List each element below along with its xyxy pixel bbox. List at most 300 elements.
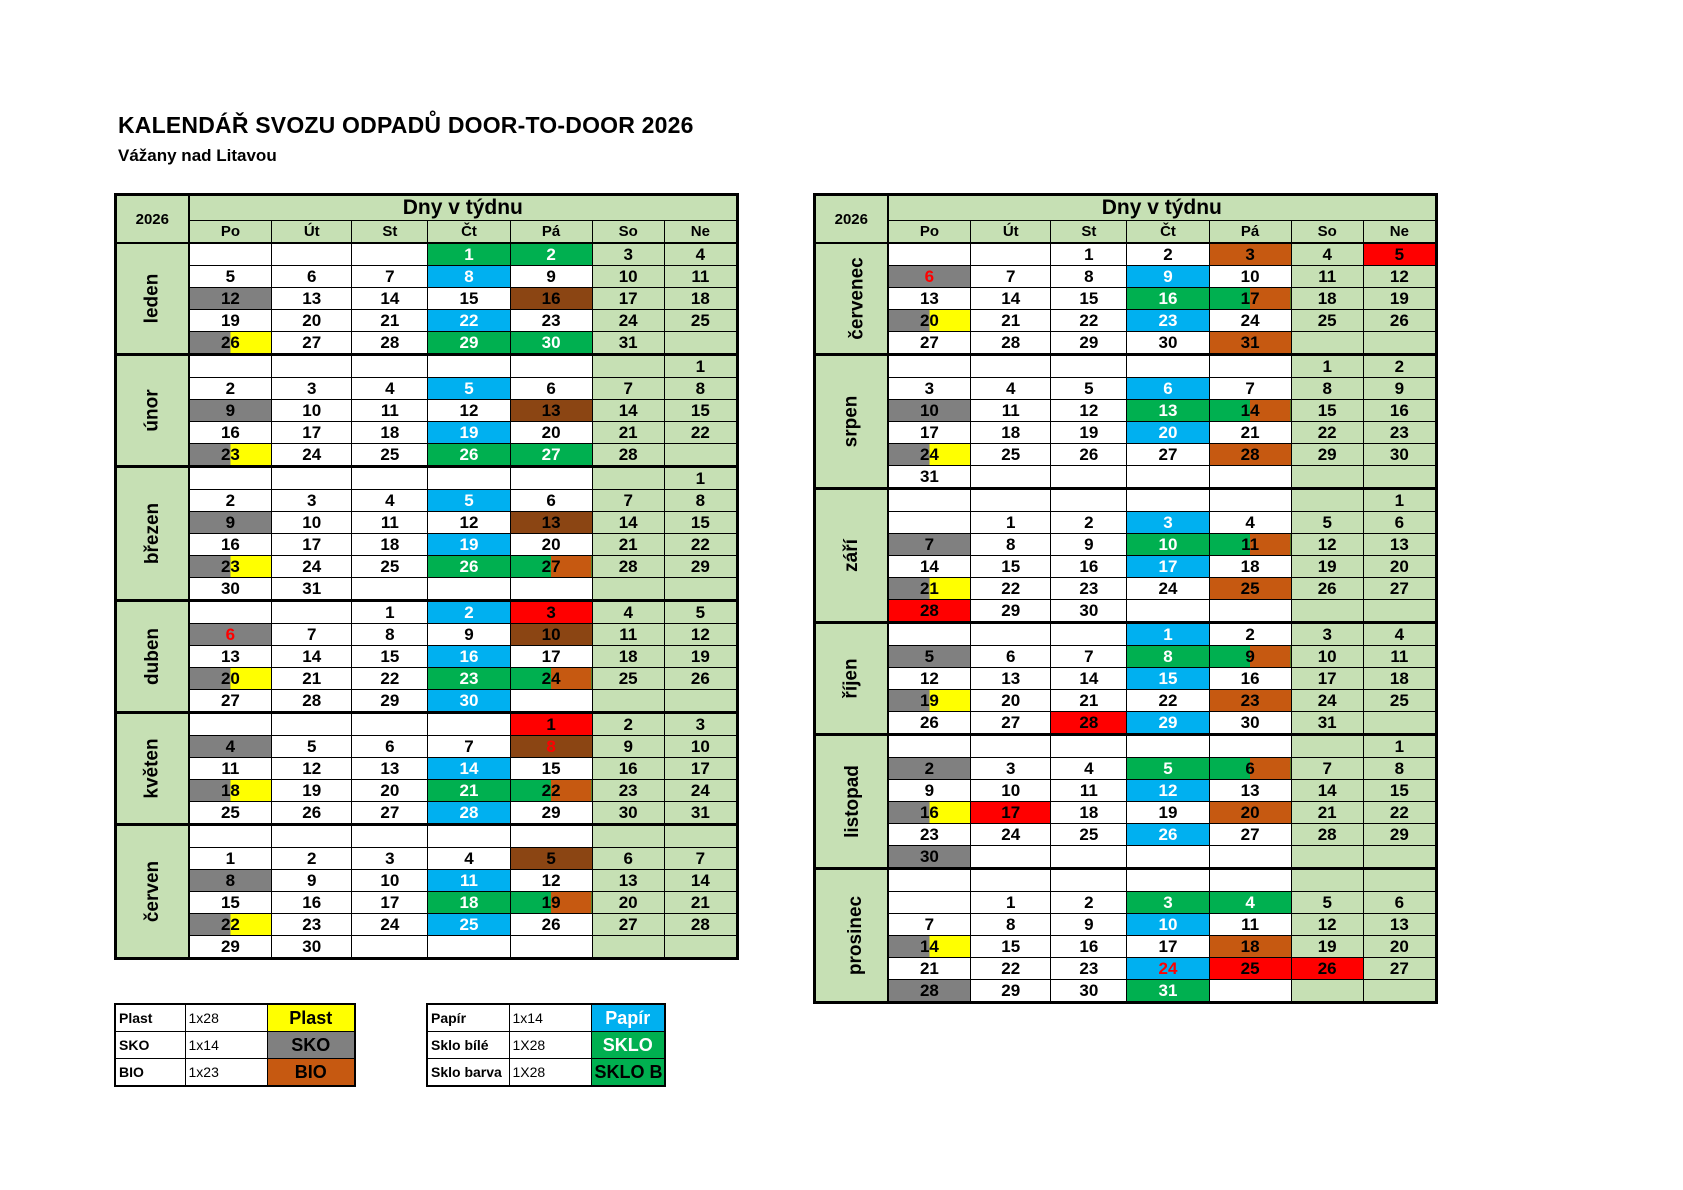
day-cell: 29 [428, 332, 510, 355]
day-cell: 28 [592, 444, 664, 467]
day-cell: 15 [352, 646, 428, 668]
day-cell: 26 [1051, 444, 1127, 466]
day-cell: 4 [664, 243, 737, 266]
day-cell [272, 825, 352, 848]
week-row [116, 332, 738, 355]
week-row [815, 444, 1437, 466]
day-cell: 23 [510, 310, 592, 332]
week-row [116, 713, 738, 736]
day-cell: 10 [1291, 646, 1363, 668]
day-cell [352, 355, 428, 378]
day-cell: 9 [888, 780, 971, 802]
day-cell: 11 [1291, 266, 1363, 288]
day-cell: 19 [428, 422, 510, 444]
day-cell: 11 [1363, 646, 1436, 668]
day-cell: 17 [272, 534, 352, 556]
day-cell: 12 [510, 870, 592, 892]
legend-right [426, 1003, 666, 1087]
day-cell: 3 [272, 490, 352, 512]
day-cell: 2 [1051, 512, 1127, 534]
day-cell: 21 [888, 958, 971, 980]
day-cell: 23 [592, 780, 664, 802]
day-cell: 6 [971, 646, 1051, 668]
week-row [815, 310, 1437, 332]
day-cell: 6 [1209, 758, 1291, 780]
day-cell: 1 [1051, 243, 1127, 266]
day-cell: 26 [272, 802, 352, 825]
day-cell: 16 [888, 802, 971, 824]
day-cell [352, 713, 428, 736]
day-cell: 26 [428, 444, 510, 467]
day-cell: 18 [592, 646, 664, 668]
week-row [116, 266, 738, 288]
day-cell: 27 [1209, 824, 1291, 846]
page-title: KALENDÁŘ SVOZU ODPADŮ DOOR-TO-DOOR 2026 [118, 112, 694, 138]
day-cell: 30 [888, 846, 971, 869]
day-cell: 28 [1291, 824, 1363, 846]
day-cell: 8 [1363, 758, 1436, 780]
day-cell: 12 [1051, 400, 1127, 422]
week-row [116, 556, 738, 578]
day-cell: 2 [888, 758, 971, 780]
day-cell [1127, 735, 1209, 758]
day-cell: 4 [428, 848, 510, 870]
day-cell: 19 [272, 780, 352, 802]
day-cell: 15 [510, 758, 592, 780]
day-cell: 7 [272, 624, 352, 646]
day-cell: 11 [971, 400, 1051, 422]
day-cell: 24 [971, 824, 1051, 846]
day-cell: 18 [971, 422, 1051, 444]
week-row [815, 824, 1437, 846]
day-cell: 15 [428, 288, 510, 310]
day-cell: 13 [510, 400, 592, 422]
legend-swatch: SKO [267, 1032, 355, 1059]
day-cell [888, 512, 971, 534]
day-cell: 31 [1127, 980, 1209, 1003]
day-cell: 8 [428, 266, 510, 288]
day-cell: 3 [1127, 892, 1209, 914]
week-row [815, 466, 1437, 489]
week-row [116, 936, 738, 959]
day-cell: 17 [510, 646, 592, 668]
day-cell: 30 [1127, 332, 1209, 355]
day-cell: 27 [510, 556, 592, 578]
day-cell: 14 [272, 646, 352, 668]
day-cell: 23 [1051, 958, 1127, 980]
day-cell [352, 467, 428, 490]
day-cell [664, 936, 737, 959]
day-cell: 19 [428, 534, 510, 556]
day-cell [1363, 466, 1436, 489]
day-cell: 30 [592, 802, 664, 825]
day-cell: 26 [888, 712, 971, 735]
day-cell: 22 [1127, 690, 1209, 712]
day-cell: 24 [510, 668, 592, 690]
day-cell: 30 [1363, 444, 1436, 466]
day-cell [1051, 466, 1127, 489]
month-label [815, 243, 888, 355]
day-cell: 23 [189, 556, 272, 578]
weekday-6: Ne [1363, 221, 1436, 244]
day-cell: 30 [189, 578, 272, 601]
day-cell: 20 [1363, 556, 1436, 578]
week-row [116, 400, 738, 422]
day-cell: 10 [888, 400, 971, 422]
weekday-6: Ne [664, 221, 737, 244]
day-cell: 4 [1363, 623, 1436, 646]
day-cell: 19 [1291, 936, 1363, 958]
day-cell [272, 713, 352, 736]
week-row [815, 914, 1437, 936]
week-row [815, 600, 1437, 623]
day-cell [592, 355, 664, 378]
day-cell [971, 243, 1051, 266]
day-cell [272, 467, 352, 490]
day-cell: 3 [510, 601, 592, 624]
day-cell [428, 467, 510, 490]
month-label [116, 467, 189, 601]
month-label [815, 355, 888, 489]
month-label [116, 243, 189, 355]
day-cell: 25 [428, 914, 510, 936]
day-cell: 4 [1291, 243, 1363, 266]
week-row [815, 578, 1437, 600]
day-cell: 15 [1291, 400, 1363, 422]
day-cell [888, 735, 971, 758]
day-cell [888, 869, 971, 892]
day-cell: 19 [1127, 802, 1209, 824]
day-cell [272, 601, 352, 624]
week-row [815, 892, 1437, 914]
day-cell [510, 578, 592, 601]
day-cell: 10 [272, 400, 352, 422]
day-cell: 16 [428, 646, 510, 668]
day-cell: 28 [352, 332, 428, 355]
day-cell: 26 [664, 668, 737, 690]
day-cell: 12 [664, 624, 737, 646]
day-cell: 16 [272, 892, 352, 914]
day-cell: 15 [1127, 668, 1209, 690]
day-cell: 27 [352, 802, 428, 825]
day-cell: 9 [272, 870, 352, 892]
day-cell: 10 [1127, 534, 1209, 556]
day-cell: 25 [1051, 824, 1127, 846]
day-cell: 18 [352, 422, 428, 444]
day-cell: 22 [1291, 422, 1363, 444]
day-cell: 3 [1209, 243, 1291, 266]
day-cell: 31 [1291, 712, 1363, 735]
day-cell: 11 [352, 512, 428, 534]
day-cell [888, 892, 971, 914]
day-cell: 19 [510, 892, 592, 914]
day-cell: 15 [189, 892, 272, 914]
week-row [815, 958, 1437, 980]
weekday-5: So [592, 221, 664, 244]
day-cell: 8 [664, 378, 737, 400]
day-cell: 22 [664, 422, 737, 444]
day-cell: 24 [1127, 578, 1209, 600]
weekday-header: Dny v týdnu [189, 195, 738, 221]
day-cell [664, 332, 737, 355]
day-cell: 20 [189, 668, 272, 690]
day-cell: 10 [1127, 914, 1209, 936]
day-cell [1209, 980, 1291, 1003]
week-row [815, 489, 1437, 512]
day-cell [1209, 600, 1291, 623]
day-cell: 21 [1291, 802, 1363, 824]
day-cell: 23 [1127, 310, 1209, 332]
day-cell: 26 [428, 556, 510, 578]
day-cell: 11 [1209, 914, 1291, 936]
day-cell: 24 [1127, 958, 1209, 980]
day-cell: 4 [352, 378, 428, 400]
month-name: únor [141, 389, 163, 432]
day-cell: 15 [664, 512, 737, 534]
day-cell: 16 [592, 758, 664, 780]
day-cell: 6 [272, 266, 352, 288]
year-cell: 2026 [815, 195, 888, 244]
weekday-0: Po [189, 221, 272, 244]
day-cell [189, 825, 272, 848]
day-cell: 7 [592, 490, 664, 512]
day-cell: 6 [1363, 892, 1436, 914]
day-cell: 2 [1363, 355, 1436, 378]
day-cell [352, 936, 428, 959]
day-cell [664, 690, 737, 713]
day-cell: 24 [888, 444, 971, 466]
day-cell: 15 [971, 556, 1051, 578]
week-row [815, 869, 1437, 892]
day-cell [1291, 466, 1363, 489]
weekday-2: St [352, 221, 428, 244]
weekday-4: Pá [510, 221, 592, 244]
week-row [815, 780, 1437, 802]
day-cell [664, 444, 737, 467]
day-cell: 20 [971, 690, 1051, 712]
day-cell [971, 869, 1051, 892]
day-cell: 9 [1209, 646, 1291, 668]
day-cell [1127, 846, 1209, 869]
day-cell: 20 [1363, 936, 1436, 958]
month-name: srpen [840, 395, 862, 448]
day-cell [1363, 600, 1436, 623]
day-cell: 7 [1209, 378, 1291, 400]
day-cell: 13 [592, 870, 664, 892]
day-cell: 28 [1051, 712, 1127, 735]
day-cell: 1 [971, 512, 1051, 534]
week-row [815, 422, 1437, 444]
day-cell: 30 [1051, 980, 1127, 1003]
day-cell: 2 [510, 243, 592, 266]
week-row [815, 623, 1437, 646]
day-cell: 28 [592, 556, 664, 578]
page-subtitle: Vážany nad Litavou [118, 146, 277, 165]
day-cell: 29 [971, 600, 1051, 623]
day-cell: 17 [1209, 288, 1291, 310]
day-cell: 6 [1127, 378, 1209, 400]
day-cell: 30 [272, 936, 352, 959]
day-cell: 5 [1051, 378, 1127, 400]
day-cell [1209, 735, 1291, 758]
day-cell: 20 [510, 422, 592, 444]
day-cell: 5 [1127, 758, 1209, 780]
day-cell: 9 [1051, 914, 1127, 936]
day-cell: 4 [189, 736, 272, 758]
week-row [815, 534, 1437, 556]
day-cell [272, 355, 352, 378]
day-cell: 27 [272, 332, 352, 355]
day-cell: 16 [189, 534, 272, 556]
day-cell: 13 [888, 288, 971, 310]
day-cell: 24 [272, 444, 352, 467]
day-cell: 25 [1363, 690, 1436, 712]
day-cell: 16 [1209, 668, 1291, 690]
day-cell: 3 [1291, 623, 1363, 646]
day-cell: 20 [1127, 422, 1209, 444]
day-cell: 14 [1209, 400, 1291, 422]
day-cell [510, 936, 592, 959]
day-cell: 21 [272, 668, 352, 690]
day-cell: 12 [189, 288, 272, 310]
day-cell: 4 [1051, 758, 1127, 780]
legend-name: Papír [427, 1004, 509, 1032]
day-cell [1291, 489, 1363, 512]
day-cell: 31 [272, 578, 352, 601]
day-cell: 11 [664, 266, 737, 288]
day-cell: 11 [592, 624, 664, 646]
day-cell: 18 [189, 780, 272, 802]
day-cell: 3 [352, 848, 428, 870]
day-cell: 14 [888, 936, 971, 958]
day-cell: 29 [352, 690, 428, 713]
week-row [116, 668, 738, 690]
legend-name: Plast [115, 1004, 185, 1032]
day-cell [1209, 489, 1291, 512]
legend-row [427, 1004, 665, 1032]
day-cell: 2 [1051, 892, 1127, 914]
day-cell: 8 [352, 624, 428, 646]
week-row [116, 780, 738, 802]
day-cell [189, 243, 272, 266]
day-cell: 14 [1291, 780, 1363, 802]
day-cell [1291, 846, 1363, 869]
legend-row [115, 1059, 355, 1087]
day-cell [971, 846, 1051, 869]
legend-swatch: SKLO [591, 1032, 665, 1059]
day-cell: 29 [510, 802, 592, 825]
day-cell: 16 [189, 422, 272, 444]
day-cell: 25 [1291, 310, 1363, 332]
weekday-5: So [1291, 221, 1363, 244]
day-cell [971, 355, 1051, 378]
day-cell [352, 578, 428, 601]
day-cell: 15 [1051, 288, 1127, 310]
day-cell: 13 [1363, 914, 1436, 936]
day-cell: 3 [1127, 512, 1209, 534]
day-cell: 17 [971, 802, 1051, 824]
day-cell: 22 [428, 310, 510, 332]
legend-row [115, 1004, 355, 1032]
weekday-2: St [1051, 221, 1127, 244]
week-row [116, 736, 738, 758]
month-name: červen [141, 860, 163, 923]
day-cell: 17 [352, 892, 428, 914]
day-cell: 11 [428, 870, 510, 892]
day-cell: 1 [664, 355, 737, 378]
weekday-3: Čt [1127, 221, 1209, 244]
week-row [815, 936, 1437, 958]
day-cell: 20 [888, 310, 971, 332]
legend-swatch: Papír [591, 1004, 665, 1032]
week-row [116, 914, 738, 936]
day-cell: 2 [272, 848, 352, 870]
day-cell: 14 [592, 400, 664, 422]
week-row [815, 332, 1437, 355]
day-cell: 24 [1291, 690, 1363, 712]
weekday-0: Po [888, 221, 971, 244]
week-row [116, 534, 738, 556]
day-cell [592, 936, 664, 959]
day-cell: 27 [592, 914, 664, 936]
day-cell: 30 [1051, 600, 1127, 623]
day-cell [888, 623, 971, 646]
day-cell: 18 [1291, 288, 1363, 310]
day-cell: 21 [592, 534, 664, 556]
day-cell: 25 [352, 444, 428, 467]
week-row [116, 802, 738, 825]
day-cell [1209, 355, 1291, 378]
day-cell: 27 [1127, 444, 1209, 466]
week-row [815, 355, 1437, 378]
day-cell [1127, 489, 1209, 512]
day-cell: 5 [428, 378, 510, 400]
day-cell: 5 [1291, 512, 1363, 534]
week-row [116, 243, 738, 266]
day-cell: 4 [971, 378, 1051, 400]
day-cell: 22 [971, 578, 1051, 600]
day-cell [1051, 869, 1127, 892]
day-cell [1291, 332, 1363, 355]
day-cell: 14 [352, 288, 428, 310]
day-cell: 6 [1363, 512, 1436, 534]
day-cell: 28 [971, 332, 1051, 355]
day-cell: 28 [272, 690, 352, 713]
legend-frequency: 1x14 [185, 1032, 267, 1059]
day-cell: 12 [1291, 914, 1363, 936]
day-cell [592, 825, 664, 848]
day-cell [1363, 869, 1436, 892]
legend-row [427, 1032, 665, 1059]
day-cell [510, 467, 592, 490]
day-cell: 7 [888, 534, 971, 556]
day-cell: 26 [189, 332, 272, 355]
legend-frequency: 1X28 [509, 1032, 591, 1059]
day-cell: 27 [971, 712, 1051, 735]
legend-frequency: 1X28 [509, 1059, 591, 1087]
day-cell: 17 [592, 288, 664, 310]
day-cell [888, 243, 971, 266]
weekday-1: Út [272, 221, 352, 244]
day-cell: 21 [428, 780, 510, 802]
day-cell: 23 [888, 824, 971, 846]
day-cell: 1 [664, 467, 737, 490]
day-cell: 31 [1209, 332, 1291, 355]
day-cell [428, 355, 510, 378]
week-row [815, 400, 1437, 422]
legend-row [427, 1059, 665, 1087]
week-row [815, 266, 1437, 288]
